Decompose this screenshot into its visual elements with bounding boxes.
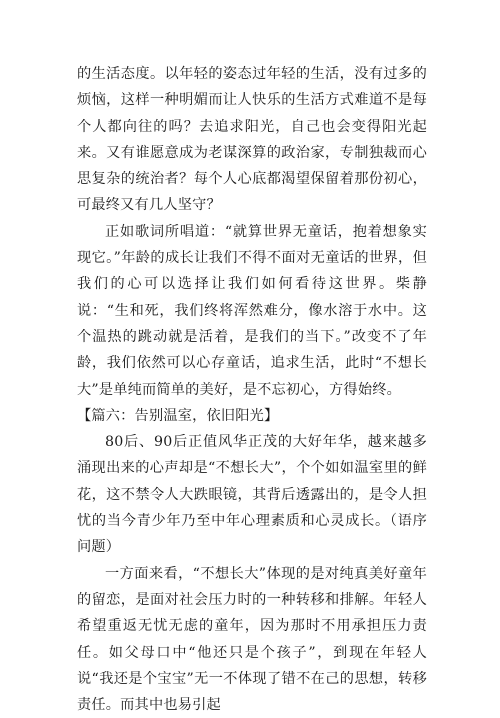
document-body bbox=[77, 61, 427, 718]
paragraph-1: 的生活态度。以年轻的姿态过年轻的生活，没有过多的烦恼，这样一种明媚而让人快乐的生活方式难道不是每个人都向往的吗？去追求阳光，自己也会变得阳光起来。又有谁愿意成为老谋深算的政治家，专制独裁而心思复杂的统治者？每个人心底都渴望保留着那份初心，可最终又有几人坚守？ bbox=[77, 66, 427, 214]
paragraph-4: 一方面来看，“不想长大”体现的是对纯真美好童年的留恋，是面对社会压力时的一种转移和排解。年轻人希望重返无忧无虑的童年，因为那时不用承担压力责任。如父母口中“他还只是个孩子”，到现在年轻人说“我还是个宝宝”无一不体现了错不在己的思想，转移责任。而其中也易引起 bbox=[77, 565, 427, 714]
paragraph-2: 正如歌词所唱道：“就算世界无童话，抱着想象实现它。”年龄的成长让我们不得不面对无童话的世界，但我们的心可以选择让我们如何看待这世界。柴静说：“生和死，我们终将浑然难分，像水溶于水中。这个温热的跳动就是活着，是我们的当下。”改变不了年龄，我们依然可以心存童话，追求生活，此时“不想长大”是单纯而简单的美好，是不忘初心，方得始终。 bbox=[77, 223, 427, 398]
section-heading: 【篇六：告别温室，依旧阳光】 bbox=[77, 407, 279, 424]
paragraph-3: 80后、90后正值风华正茂的大好年华，越来越多涌现出来的心声却是“不想长大”，个个如如温室里的鲜花，这不禁令人大跌眼镜，其背后透露出的，是令人担忧的当今青少年乃至中年心理素质和心灵成长。（语序问题） bbox=[77, 434, 427, 556]
